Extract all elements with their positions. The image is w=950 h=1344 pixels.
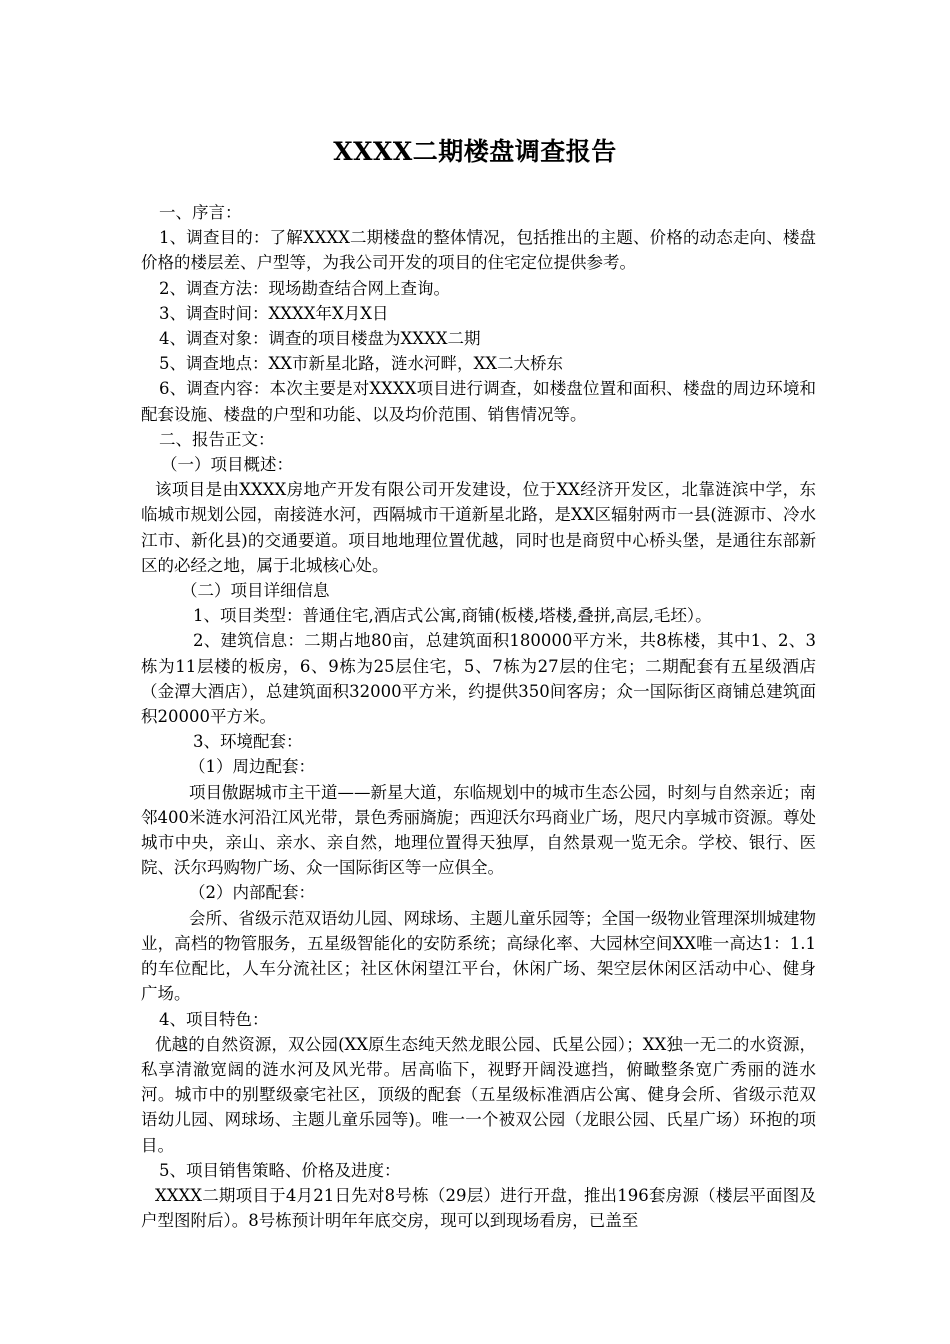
subsection-heading-details: （二）项目详细信息	[181, 581, 330, 601]
paragraph-survey-object: 4、调查对象：调查的项目楼盘为XXXX二期	[159, 329, 481, 349]
heading-internal-facilities: （2）内部配套：	[189, 883, 315, 903]
heading-project-features: 4、项目特色：	[159, 1009, 269, 1029]
paragraph-survey-purpose: 1、调查目的：了解XXXX二期楼盘的整体情况，包括推出的主题、价格的动态走向、楼盘价格的楼层差、户型等，为我公司开发的项目的住宅定位提供参考。	[141, 228, 816, 273]
paragraph-survey-content: 6、调查内容：本次主要是对XXXX项目进行调查，如楼盘位置和面积、楼盘的周边环境和配套设施、楼盘的户型和功能、以及均价范围、销售情况等。	[141, 379, 816, 424]
section-heading-report-body: 二、报告正文：	[159, 429, 275, 449]
heading-sales-strategy: 5、项目销售策略、价格及进度：	[159, 1160, 401, 1180]
paragraph-survey-time: 3、调查时间：XXXX年X月X日	[159, 303, 389, 323]
heading-surrounding-facilities: （1）周边配套：	[189, 757, 315, 777]
paragraph-building-info: 2、建筑信息：二期占地80亩，总建筑面积180000平方米，共8栋楼，其中1、2、3栋为11层楼的板房，6、9栋为25层住宅，5、7栋为27层的住宅；二期配套有五星级酒店（金潭大酒店），总建筑面积32000平方米，约提供350间客房；众一国际街区商铺总建筑面积20000平方米。	[141, 631, 816, 727]
paragraph-internal-facilities: 会所、省级示范双语幼儿园、网球场、主题儿童乐园等；全国一级物业管理深圳城建物业，高档的物管服务，五星级智能化的安防系统；高绿化率、大园林空间XX唯一高达1：1.1的车位配比，人车分流社区；社区休闲望江平台，休闲广场、架空层休闲区活动中心、健身广场。	[141, 908, 816, 1004]
paragraph-surrounding-facilities: 项目傲踞城市主干道——新星大道，东临规划中的城市生态公园，时刻与自然亲近；南邻400米涟水河沿江风光带，景色秀丽旖旎；西迎沃尔玛商业广场，咫尺内享城市资源。尊处城市中央，亲山、亲水、亲自然，地理位置得天独厚，自然景观一览无余。学校、银行、医院、沃尔玛购物广场、众一国际街区等一应俱全。	[141, 782, 816, 878]
paragraph-sales-strategy: XXXX二期项目于4月21日先对8号栋（29层）进行开盘，推出196套房源（楼层平面图及户型图附后）。8号栋预计明年年底交房，现可以到现场看房，已盖至	[141, 1185, 816, 1231]
page-title: XXXX二期楼盘调查报告	[333, 137, 617, 166]
paragraph-survey-location: 5、调查地点：XX市新星北路，涟水河畔，XX二大桥东	[159, 354, 563, 374]
paragraph-project-features: 优越的自然资源，双公园(XX原生态纯天然龙眼公园、氏星公园）；XX独一无二的水资源，私享清澈宽阔的涟水河及风光带。居高临下，视野开阔没遮挡，俯瞰整条宽广秀丽的涟水河。城市中的别墅级豪宅社区，顶级的配套（五星级标准酒店公寓、健身会所、省级示范双语幼儿园、网球场、主题儿童乐园等)。唯一一个被双公园（龙眼公园、氏星广场）环抱的项目。	[141, 1034, 816, 1155]
paragraph-project-overview: 该项目是由XXXX房地产开发有限公司开发建设，位于XX经济开发区，北靠涟滨中学，东临城市规划公园，南接涟水河，西隔城市干道新星北路，是XX区辐射两市一县(涟源市、冷水江市、新化县)的交通要道。项目地地理位置优越，同时也是商贸中心桥头堡，是通往东部新区的必经之地，属于北城核心处。	[141, 480, 816, 575]
subsection-heading-overview: （一）项目概述：	[161, 455, 293, 475]
heading-environment: 3、环境配套：	[193, 732, 303, 752]
paragraph-project-type: 1、项目类型：普通住宅,酒店式公寓,商铺(板楼,塔楼,叠拼,高层,毛坯）。	[193, 606, 712, 626]
paragraph-survey-method: 2、调查方法：现场勘查结合网上查询。	[159, 278, 450, 298]
section-heading-preface: 一、序言：	[159, 203, 242, 222]
document-body	[141, 200, 816, 1233]
